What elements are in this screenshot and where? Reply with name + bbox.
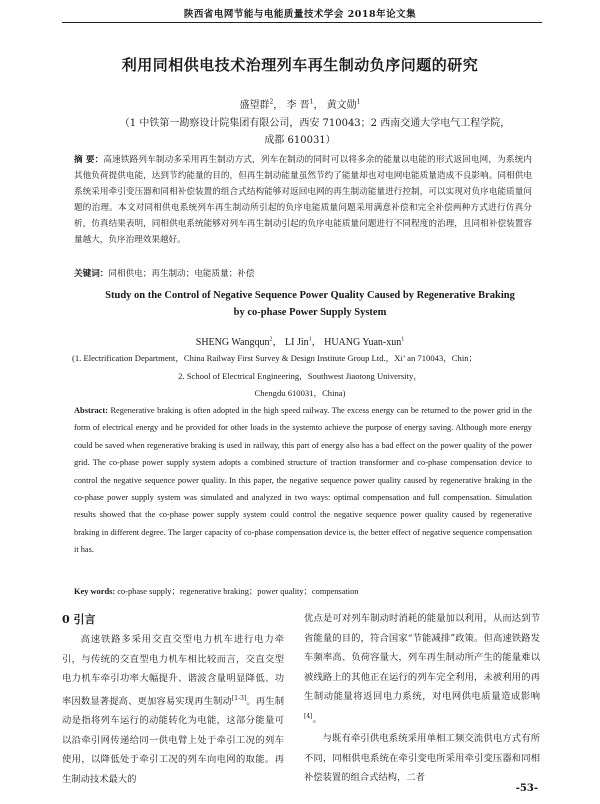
running-header: 陕西省电网节能与电能质量技术学会 2018年论文集 [183, 9, 417, 20]
author-affil-mark: 1 [309, 98, 314, 106]
authors-en [0, 333, 600, 348]
affiliation-en: (1. Electrification Department，China Railway First Survey & Design Institute Group Ltd.，Xi’ an 710043，Chin； [72, 353, 478, 363]
affiliation-en-city: Chengdu 610031，China) [254, 388, 346, 398]
paper-title-cn: 利用同相供电技术治理列车再生制动负序问题的研究 [121, 56, 479, 74]
body-text: 。 [312, 713, 322, 725]
author-separator: ， [313, 100, 324, 111]
keywords-en-label: Key words: [74, 587, 116, 596]
title-en-line: Study on the Control of Negative Sequence Power Quality Caused by Regenerative Braking [105, 290, 515, 301]
title-en-line: by co-phase Power Supply System [233, 307, 387, 318]
author-name: 盛望群 [239, 100, 270, 111]
affiliation-cn-cont: 成都 610031） [264, 135, 336, 146]
author-affil-mark: 2 [269, 98, 274, 106]
author-affil-mark: 1 [308, 336, 312, 343]
section-heading-intro: 0 引言 [62, 613, 96, 626]
author-name: SHENG Wangqun [195, 337, 270, 348]
abstract-cn-text: 高速铁路列车制动多采用再生制动方式，列车在制动的同时可以将多余的能量以电能的形式返回电网，为系统内其他负荷提供电能，达到节约能量的目的，但再生制动能量虽然节约了能量却也对电网电能质量造成不良影响。同相供电系统采用牵引变压器和同相补偿装置的组合式结构能够对返回电网的再生制动能量进行控制，可以实现对负序电能质量问题的治理。本文对同相供电系统列车再生制动所引起的负序电能质量问题采用满意补偿和完全补偿两种方式进行仿真分析，仿真结果表明，同相供电系统能够对列车再生制动引起的负序电能质量问题进行不同程度的治理，且同相补偿装置容量越大，负序治理效果越好。 [74, 155, 532, 245]
citation-ref: [1-3] [231, 694, 247, 702]
author-affil-mark: 1 [401, 336, 405, 343]
keywords-cn-text: 同相供电；再生制动；电能质量；补偿 [108, 269, 255, 279]
author-affil-mark: 1 [356, 98, 361, 106]
citation-ref: [4] [304, 712, 313, 720]
body-column-left [62, 630, 284, 789]
author-separator: ， [273, 100, 284, 111]
header-rule [62, 22, 542, 23]
keywords-en-text: co-phase supply；regenerative braking；power quality；compensation [117, 587, 359, 596]
body-text: 优点是可对列车制动时消耗的能量加以利用，从而达到节省能量的目的，符合国家“节能减排”政策。但高速铁路发车频率高、负荷容量大，列车再生制动所产生的能量难以被线路上的其他正在运行的列车完全利用，未被利用的再生制动能量将返回电力系统，对电网供电质量造成影响 [304, 613, 540, 702]
page-number: -53- [515, 783, 538, 794]
abstract-en [74, 402, 532, 559]
authors-cn [0, 96, 600, 111]
paper-title-en [60, 287, 560, 321]
keywords-cn [74, 267, 534, 279]
author-name: HUANG Yuan-xun [324, 337, 402, 348]
author-name: 李 晋 [286, 100, 310, 111]
body-paragraph [304, 609, 540, 729]
body-paragraph: 与既有牵引供电系统采用单相工频交流供电方式有所不同，同相供电系统在牵引变电所采用牵引变压器和同相补偿装置的组合式结构，二者 [304, 733, 540, 784]
author-separator: ， [311, 337, 322, 348]
body-text: 。再生制动是指将列车运行的动能转化为电能，这部分能量可以沿牵引网传递给同一供电臂上处于牵引工况的列车使用，以降低处于牵引工况的列车向电网的取能。再生制动技术最大的 [62, 695, 284, 785]
author-affil-mark: 2 [269, 336, 273, 343]
keywords-cn-label: 关键词： [74, 269, 109, 279]
affiliation-en-cont: 2. School of Electrical Engineering，Southwest Jiaotong University， [178, 371, 422, 381]
body-column-right [304, 609, 540, 788]
body-text: 高速铁路多采用交直交型电力机车进行电力牵引，与传统的交直型电力机车相比较而言，交直交型电力机车牵引功率大幅提升、谐波含量明显降低、功率因数显著提高、更加容易实现再生制动 [62, 634, 284, 707]
author-name: LI Jin [285, 337, 309, 348]
author-separator: ， [272, 337, 283, 348]
affiliation-cn: （1 中铁第一勘察设计院集团有限公司，西安 710043；2 西南交通大学电气工程学院， [119, 118, 511, 129]
author-name: 黄文勋 [326, 100, 357, 111]
abstract-cn-label: 摘 要： [74, 155, 104, 165]
abstract-en-label: Abstract: [74, 406, 108, 415]
abstract-cn [74, 152, 532, 248]
abstract-en-text: Regenerative braking is often adopted in the high speed railway. The excess energy can be returned to the power grid in the form of electrical energy and be provided for other loads in the systemto achieve the purpose of energy saving. Although more energy could be saved when regenerative braking is used in railway, this part of energy also has a bad effect on the power quality of the power grid. The co-phase power supply system adopts a combined structure of traction transformer and co-phase compensation device to control the negative sequence power quality. In this paper, the negative sequence power quality caused by regenerative braking in the co-phase power supply system was simulated and analyzed in two ways: optimal compensation and full compensation. Simulation results showed that the co-phase power supply system could control the negative sequence power quality caused by regenerative braking in different degree. The larger capacity of co-phase compensation device is, the better effect of negative sequence compensation it has. [74, 406, 532, 555]
keywords-en [74, 585, 534, 597]
